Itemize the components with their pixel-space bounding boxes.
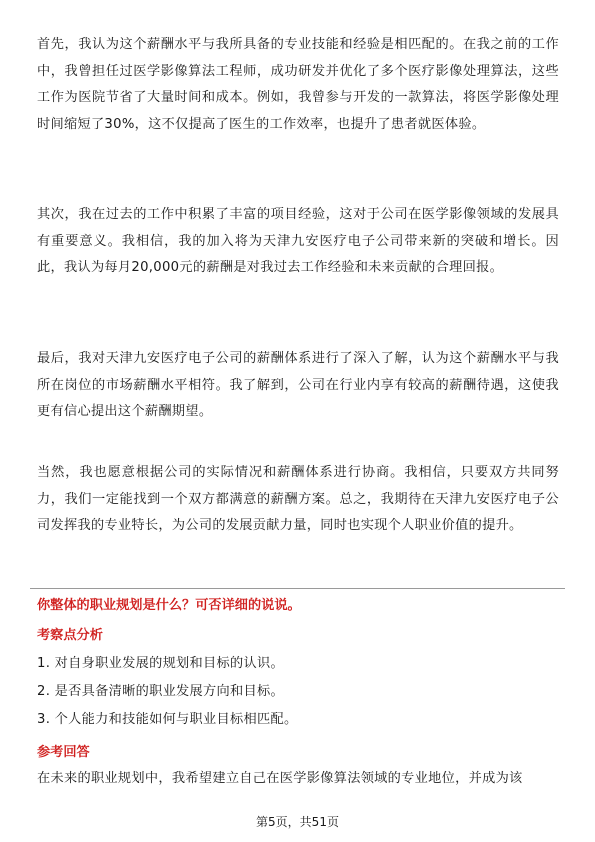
question-title: 你整体的职业规划是什么？可否详细的说说。 <box>37 598 301 613</box>
answer-heading: 参考回答 <box>37 745 90 760</box>
body-paragraph-4: 当然，我也愿意根据公司的实际情况和薪酬体系进行协商。我相信，只要双方共同努力，我们一定能找到一个双方都满意的薪酬方案。总之，我期待在天津九安医疗电子公司发挥我的专业特长，为公司的发展贡献力量，同时也实现个人职业价值的提升。 <box>37 465 559 533</box>
section-divider <box>30 588 565 589</box>
answer-text: 在未来的职业规划中，我希望建立自己在医学影像算法领域的专业地位，并成为该 <box>37 771 523 786</box>
analysis-points-list <box>37 650 297 734</box>
analysis-point-2: 2. 是否具备清晰的职业发展方向和目标。 <box>37 684 284 699</box>
analysis-heading: 考察点分析 <box>37 628 103 643</box>
page-footer: 第5页，共51页 <box>256 815 339 829</box>
analysis-point-1: 1. 对自身职业发展的规划和目标的认识。 <box>37 656 284 671</box>
body-paragraph-3: 最后，我对天津九安医疗电子公司的薪酬体系进行了深入了解，认为这个薪酬水平与我所在岗位的市场薪酬水平相符。我了解到，公司在行业内享有较高的薪酬待遇，这使我更有信心提出这个薪酬期望。 <box>37 351 559 419</box>
body-paragraph-1: 首先，我认为这个薪酬水平与我所具备的专业技能和经验是相匹配的。在我之前的工作中，我曾担任过医学影像算法工程师，成功研发并优化了多个医疗影像处理算法，这些工作为医院节省了大量时间和成本。例如，我曾参与开发的一款算法，将医学影像处理时间缩短了30%，这不仅提高了医生的工作效率，也提升了患者就医体验。 <box>37 37 559 132</box>
body-paragraph-2: 其次，我在过去的工作中积累了丰富的项目经验，这对于公司在医学影像领域的发展具有重要意义。我相信，我的加入将为天津九安医疗电子公司带来新的突破和增长。因此，我认为每月20,000元的薪酬是对我过去工作经验和未来贡献的合理回报。 <box>37 207 559 275</box>
analysis-point-3: 3. 个人能力和技能如何与职业目标相匹配。 <box>37 712 298 727</box>
